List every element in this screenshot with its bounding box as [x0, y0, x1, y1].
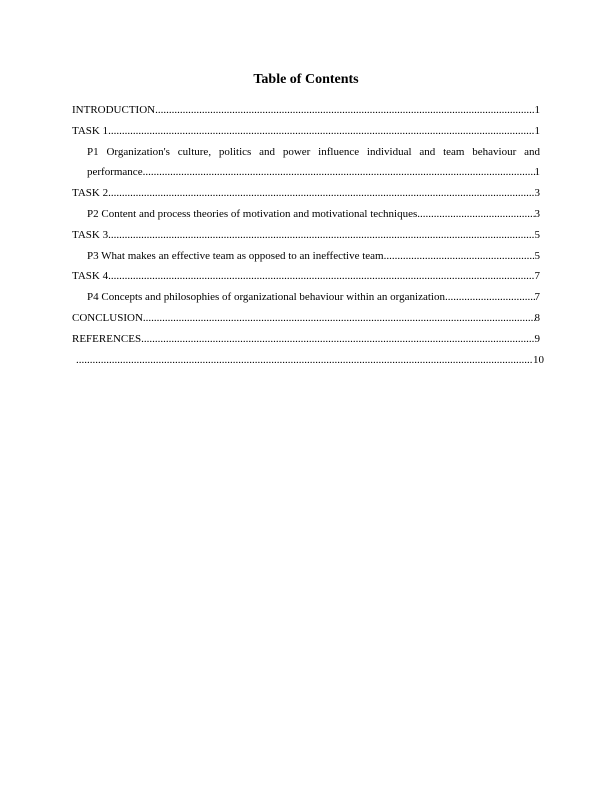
toc-entry-introduction[interactable] [72, 100, 540, 121]
toc-entry-label: P2 Content and process theories of motivation and motivational techniques [87, 207, 418, 220]
toc-entry-task-4[interactable] [72, 266, 540, 287]
toc-entry-label-line-1: P1 Organization's culture, politics and power influence individual and team behaviour and [87, 145, 540, 158]
toc-entry-label: performance [87, 166, 143, 179]
dot-leader [143, 162, 535, 183]
dot-leader [76, 350, 533, 371]
dot-leader [143, 308, 535, 329]
table-of-contents [72, 100, 544, 370]
toc-entry-page: 8 [534, 311, 540, 324]
dot-leader [108, 225, 534, 246]
toc-entry-task-1[interactable] [72, 121, 540, 142]
toc-entry-label: TASK 4 [72, 270, 109, 283]
toc-entry-p4[interactable] [72, 287, 540, 308]
toc-entry-page: 1 [534, 124, 540, 137]
dot-leader [417, 204, 534, 225]
toc-entry-page: 5 [534, 249, 540, 262]
toc-title: Table of Contents [253, 72, 359, 87]
dot-leader [108, 183, 534, 204]
dot-leader [384, 246, 535, 267]
toc-entry-page: 10 [533, 353, 544, 366]
toc-entry-untitled[interactable] [72, 350, 544, 371]
toc-entry-page: 1 [534, 104, 540, 116]
toc-entry-conclusion[interactable] [72, 308, 540, 329]
toc-entry-task-3[interactable] [72, 225, 540, 246]
toc-entry-task-2[interactable] [72, 183, 540, 204]
toc-entry-label: TASK 1 [72, 124, 109, 137]
toc-entry-page: 1 [534, 166, 540, 179]
toc-entry-p2[interactable] [72, 204, 540, 225]
toc-entry-p1[interactable] [72, 142, 540, 184]
dot-leader [155, 100, 534, 121]
toc-entry-label: INTRODUCTION [72, 104, 156, 116]
toc-entry-label: P4 Concepts and philosophies of organizational behaviour within an organization [87, 291, 445, 304]
toc-entry-label: REFERENCES [72, 332, 142, 345]
toc-entry-page: 3 [534, 207, 540, 220]
toc-entry-line-2 [72, 162, 540, 183]
toc-entry-page: 9 [534, 332, 540, 345]
toc-entry-label: CONCLUSION [72, 311, 143, 324]
toc-entry-label: TASK 2 [72, 187, 109, 200]
dot-leader [108, 266, 534, 287]
toc-entry-references[interactable] [72, 329, 540, 350]
toc-entry-page: 5 [534, 228, 540, 241]
toc-entry-p3[interactable] [72, 246, 540, 267]
toc-entry-label: P3 What makes an effective team as opposed to an ineffective team [87, 249, 384, 262]
dot-leader [445, 287, 535, 308]
dot-leader [108, 121, 534, 142]
toc-entry-page: 7 [534, 291, 540, 304]
dot-leader [141, 329, 534, 350]
toc-entry-page: 3 [534, 187, 540, 200]
toc-entry-label: TASK 3 [72, 228, 109, 241]
toc-entry-page: 7 [534, 270, 540, 283]
